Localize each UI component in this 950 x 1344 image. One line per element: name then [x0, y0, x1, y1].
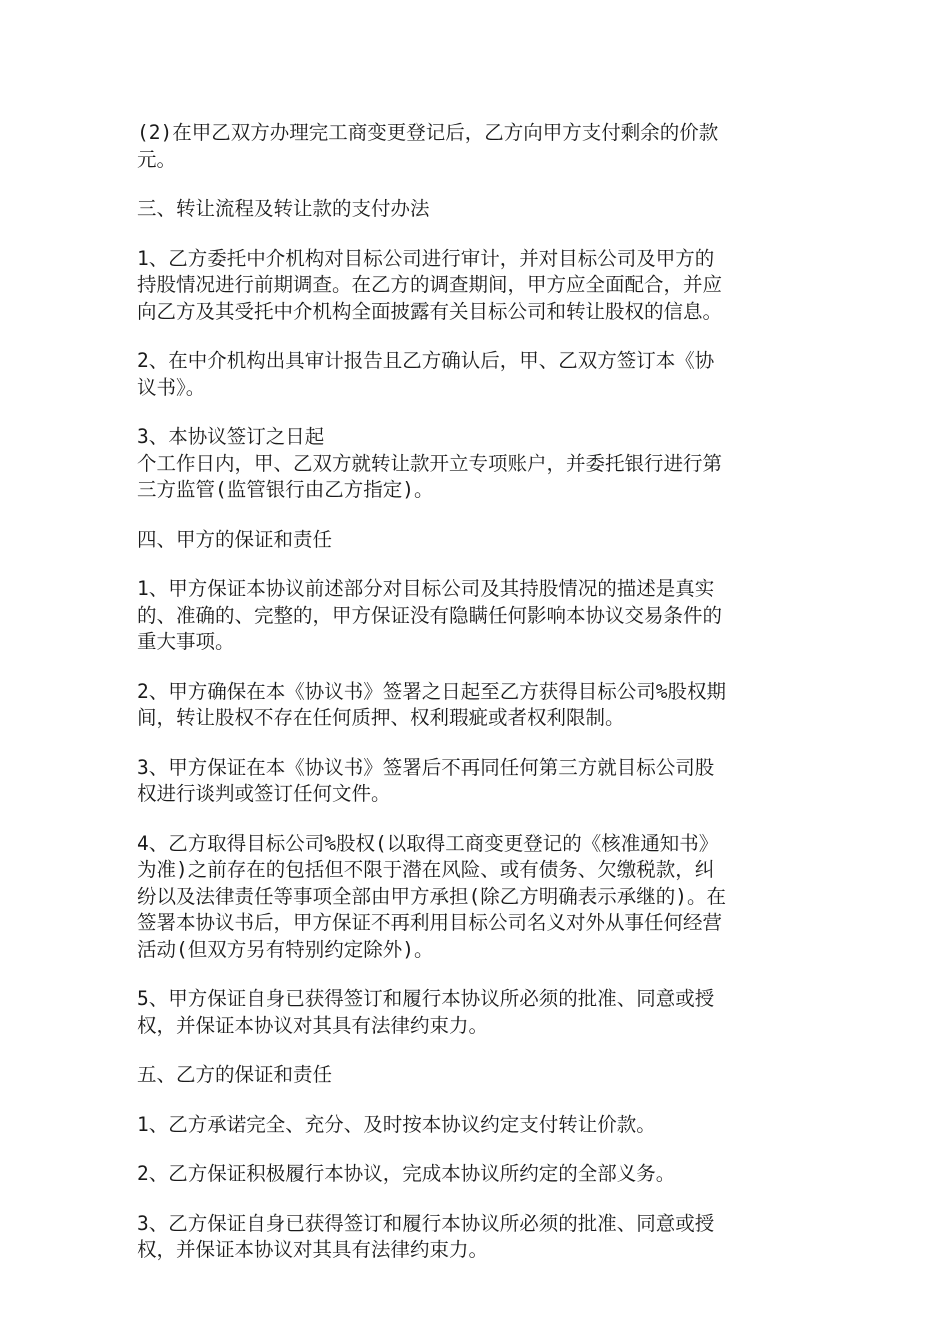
document-page	[137, 120, 817, 1287]
text-line: 重大事项。	[137, 630, 235, 653]
text-line: 2、甲方确保在本《协议书》签署之日起至乙方获得目标公司%股权期	[137, 679, 726, 703]
text-line: 2、在中介机构出具审计报告且乙方确认后，甲、乙双方签订本《协	[137, 349, 715, 372]
text-line: 间，转让股权不存在任何质押、权利瑕疵或者权利限制。	[137, 706, 625, 729]
text-line: 纷以及法律责任等事项全部由甲方承担(除乙方明确表示承继的)。在	[137, 884, 726, 908]
text-line: 2、乙方保证积极履行本协议，完成本协议所约定的全部义务。	[137, 1162, 676, 1185]
text-line: 权，并保证本协议对其具有法律约束力。	[137, 1238, 489, 1261]
text-line: 5、甲方保证自身已获得签订和履行本协议所必须的批准、同意或授	[137, 987, 715, 1010]
text-line: 3、甲方保证在本《协议书》签署后不再同任何第三方就目标公司股	[137, 755, 715, 779]
text-line: 3、本协议签订之日起	[137, 425, 325, 448]
text-line: 议书》。	[137, 375, 206, 399]
text-line: 活动(但双方另有特别约定除外)。	[137, 937, 434, 961]
section-heading-3: 三、转让流程及转让款的支付办法	[137, 197, 430, 220]
text-line: 3、乙方保证自身已获得签订和履行本协议所必须的批准、同意或授	[137, 1211, 715, 1235]
paragraph-3-1	[137, 246, 817, 326]
text-line: 为准)之前存在的包括但不限于潜在风险、或有债务、欠缴税款，纠	[137, 858, 715, 881]
text-line: 权进行谈判或签订任何文件。	[137, 782, 391, 805]
text-line: 签署本协议书后，甲方保证不再利用目标公司名义对外从事任何经营	[137, 911, 723, 934]
text-line: 的、准确的、完整的，甲方保证没有隐瞒任何影响本协议交易条件的	[137, 603, 723, 627]
text-line: 4、乙方取得目标公司%股权(以取得工商变更登记的《核准通知书》	[137, 831, 719, 855]
text-line: 1、甲方保证本协议前述部分对目标公司及其持股情况的描述是真实	[137, 577, 715, 600]
text-line: 1、乙方委托中介机构对目标公司进行审计，并对目标公司及甲方的	[137, 246, 715, 270]
paragraph-4-3	[137, 755, 817, 808]
text-line: 元。	[137, 147, 177, 171]
paragraph-3-3	[137, 424, 817, 504]
section-heading-4: 四、甲方的保证和责任	[137, 527, 333, 551]
paragraph-4-5	[137, 986, 817, 1039]
paragraph-3-2	[137, 348, 817, 401]
paragraph-payment-remaining	[137, 120, 817, 173]
section-heading-5: 五、乙方的保证和责任	[137, 1063, 333, 1086]
text-line: 向乙方及其受托中介机构全面披露有关目标公司和转让股权的信息。	[137, 299, 723, 323]
text-line: 1、乙方承诺完全、充分、及时按本协议约定支付转让价款。	[137, 1112, 656, 1136]
paragraph-5-1	[137, 1112, 817, 1139]
paragraph-5-2	[137, 1161, 817, 1188]
paragraph-5-3	[137, 1211, 817, 1264]
paragraph-4-4	[137, 831, 817, 964]
text-line: 三方监管(监管银行由乙方指定)。	[137, 478, 434, 501]
text-line: 持股情况进行前期调查。在乙方的调查期间，甲方应全面配合，并应	[137, 273, 723, 296]
paragraph-4-1	[137, 576, 817, 656]
text-line: 权，并保证本协议对其具有法律约束力。	[137, 1013, 489, 1037]
text-line: (2)在甲乙双方办理完工商变更登记后，乙方向甲方支付剩余的价款	[137, 121, 719, 144]
paragraph-4-2	[137, 679, 817, 732]
text-line: 个工作日内，甲、乙双方就转让款开立专项账户，并委托银行进行第	[137, 451, 723, 475]
